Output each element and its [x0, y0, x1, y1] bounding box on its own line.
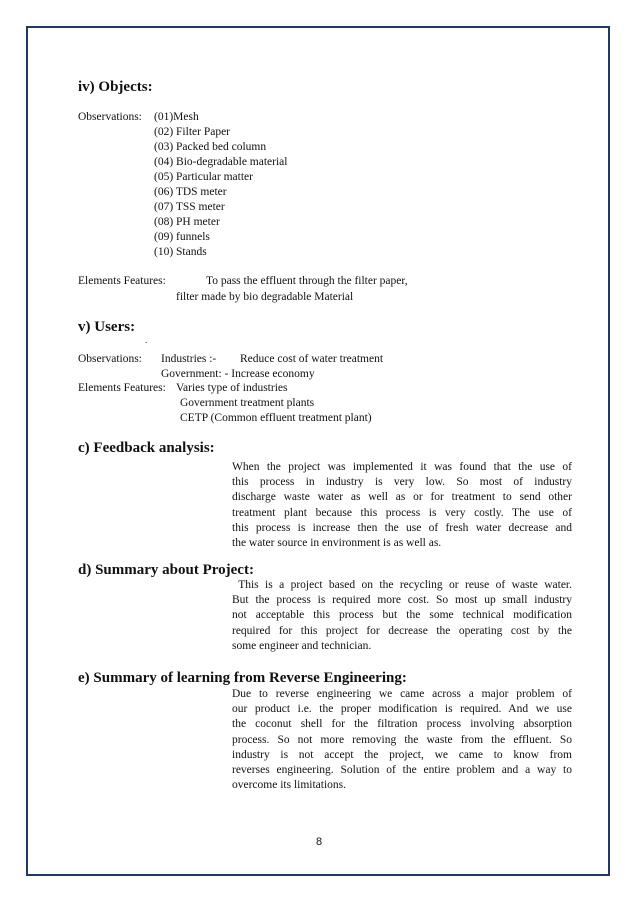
feedback-paragraph [232, 460, 572, 551]
paragraph-line: reverses engineering. Solution of the entire problem and a way to [232, 763, 572, 776]
list-item: (01)Mesh [154, 111, 199, 123]
objects-heading: iv) Objects: [78, 79, 153, 95]
list-item: (06) TDS meter [154, 186, 227, 198]
paragraph-line: not acceptable this process but the some technical modification [232, 609, 572, 622]
list-item: (03) Packed bed column [154, 141, 267, 153]
list-item: (09) funnels [154, 231, 210, 243]
paragraph-line: But the process is required more cost. So most up small industry [232, 594, 572, 607]
list-item: (07) TSS meter [154, 201, 225, 213]
paragraph-line: This is a project based on the recycling or reuse of waste water. [232, 579, 572, 591]
list-item: (05) Particular matter [154, 171, 253, 183]
paragraph-line: our product i.e. the proper modification is required. And we use [232, 703, 572, 716]
list-item: (10) Stands [154, 246, 207, 258]
paragraph-line: Due to reverse engineering we came across a major problem of [232, 688, 572, 700]
list-item: (08) PH meter [154, 216, 220, 228]
paragraph-line: discharge waste water as well as or for treatment to send other [232, 491, 572, 504]
feedback-heading: c) Feedback analysis: [78, 440, 215, 456]
objects-elements-line: To pass the effluent through the filter paper, [206, 275, 408, 287]
summary-heading: d) Summary about Project: [78, 562, 254, 578]
paragraph-line: some engineer and technician. [232, 639, 372, 652]
paragraph-line: the water source in environment is as well as. [232, 536, 442, 549]
users-elements-line: Government treatment plants [180, 397, 315, 409]
users-elements-label: Elements Features: [78, 382, 166, 394]
paragraph-line: the coconut shell for the filtration process involving absorption [232, 718, 572, 731]
list-item: (02) Filter Paper [154, 126, 231, 138]
paragraph-line: overcome its limitations. [232, 779, 347, 792]
list-item: (04) Bio-degradable material [154, 156, 288, 168]
users-obs-industries-value: Reduce cost of water treatment [240, 353, 384, 365]
users-heading: v) Users: [78, 319, 136, 335]
learning-paragraph [232, 687, 572, 793]
users-elements-line: Varies type of industries [176, 382, 288, 394]
paragraph-line: treatment plant because this process is very costly. The use of [232, 506, 572, 519]
paragraph-line: required for this project for decrease the operating cost by the [232, 624, 572, 637]
paragraph-line: industry is not accept the project, we came to know from [232, 748, 572, 761]
paragraph-line: this process is increase then the use of fresh water decrease and [232, 521, 572, 534]
users-obs-government: Government: - Increase economy [161, 368, 315, 380]
users-dot: . [145, 335, 148, 345]
summary-paragraph [232, 578, 572, 654]
objects-elements-line: filter made by bio degradable Material [176, 291, 354, 303]
users-observations-label: Observations: [78, 353, 142, 365]
users-obs-industries: Industries :- [161, 353, 217, 365]
page-number: 8 [315, 836, 323, 848]
objects-observations-label: Observations: [78, 111, 142, 123]
objects-elements-label: Elements Features: [78, 275, 166, 287]
paragraph-line: When the project was implemented it was found that the use of [232, 461, 572, 473]
paragraph-line: process. So not more removing the waste from the effluent. So [232, 733, 572, 746]
learning-heading: e) Summary of learning from Reverse Engineering: [78, 670, 407, 686]
users-elements-line: CETP (Common effluent treatment plant) [180, 412, 372, 424]
paragraph-line: this process in industry is very low. So most of industry [232, 476, 572, 489]
